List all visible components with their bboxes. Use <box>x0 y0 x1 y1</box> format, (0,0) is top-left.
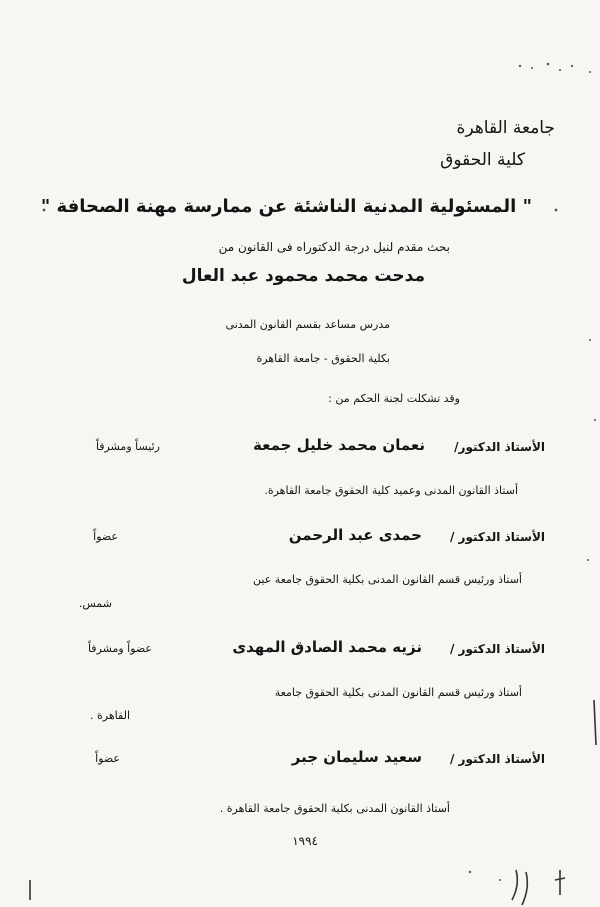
member-role: رئيساً ومشرفاً <box>95 440 160 453</box>
member-description: أستاذ القانون المدنى وعميد كلية الحقوق جامعة القاهرة. <box>264 484 518 497</box>
candidate-position: مدرس مساعد بقسم القانون المدنى <box>225 318 390 331</box>
member-description: أستاذ ورئيس قسم القانون المدنى بكلية الحقوق جامعة <box>274 686 522 699</box>
member-title: الأستاذ الدكتور / <box>449 642 545 656</box>
member-description: أستاذ ورئيس قسم القانون المدنى بكلية الحقوق جامعة عين <box>253 573 522 586</box>
committee-intro: وقد تشكلت لجنة الحكم من : <box>328 392 460 405</box>
member-description: شمس. <box>78 597 112 610</box>
member-name: حمدى عبد الرحمن <box>288 526 422 544</box>
candidate-affiliation: بكلية الحقوق - جامعة القاهرة <box>256 352 390 365</box>
member-role: عضواً ومشرفاً <box>87 642 152 655</box>
faculty-name: كلية الحقوق <box>440 150 525 170</box>
member-name: سعيد سليمان جبر <box>291 748 422 766</box>
thesis-title: " المسئولية المدنية الناشئة عن ممارسة مهنة الصحافة " <box>40 196 532 217</box>
member-title: الأستاذ الدكتور/ <box>454 440 545 454</box>
member-title: الأستاذ الدكتور / <box>449 530 545 544</box>
member-name: نزيه محمد الصادق المهدى <box>232 638 422 656</box>
year: ١٩٩٤ <box>292 834 318 848</box>
submission-line: بحث مقدم لنيل درجة الدكتوراه فى القانون من <box>218 240 450 254</box>
candidate-name: مدحت محمد محمود عبد العال <box>181 266 425 286</box>
member-description: القاهرة . <box>90 709 130 722</box>
member-description: أستاذ القانون المدنى بكلية الحقوق جامعة القاهرة . <box>219 802 450 815</box>
university-name: جامعة القاهرة <box>456 118 555 138</box>
member-role: عضواً <box>93 530 118 543</box>
member-name: نعمان محمد خليل جمعة <box>253 436 425 454</box>
member-title: الأستاذ الدكتور / <box>449 752 545 766</box>
member-role: عضواً <box>95 752 120 765</box>
